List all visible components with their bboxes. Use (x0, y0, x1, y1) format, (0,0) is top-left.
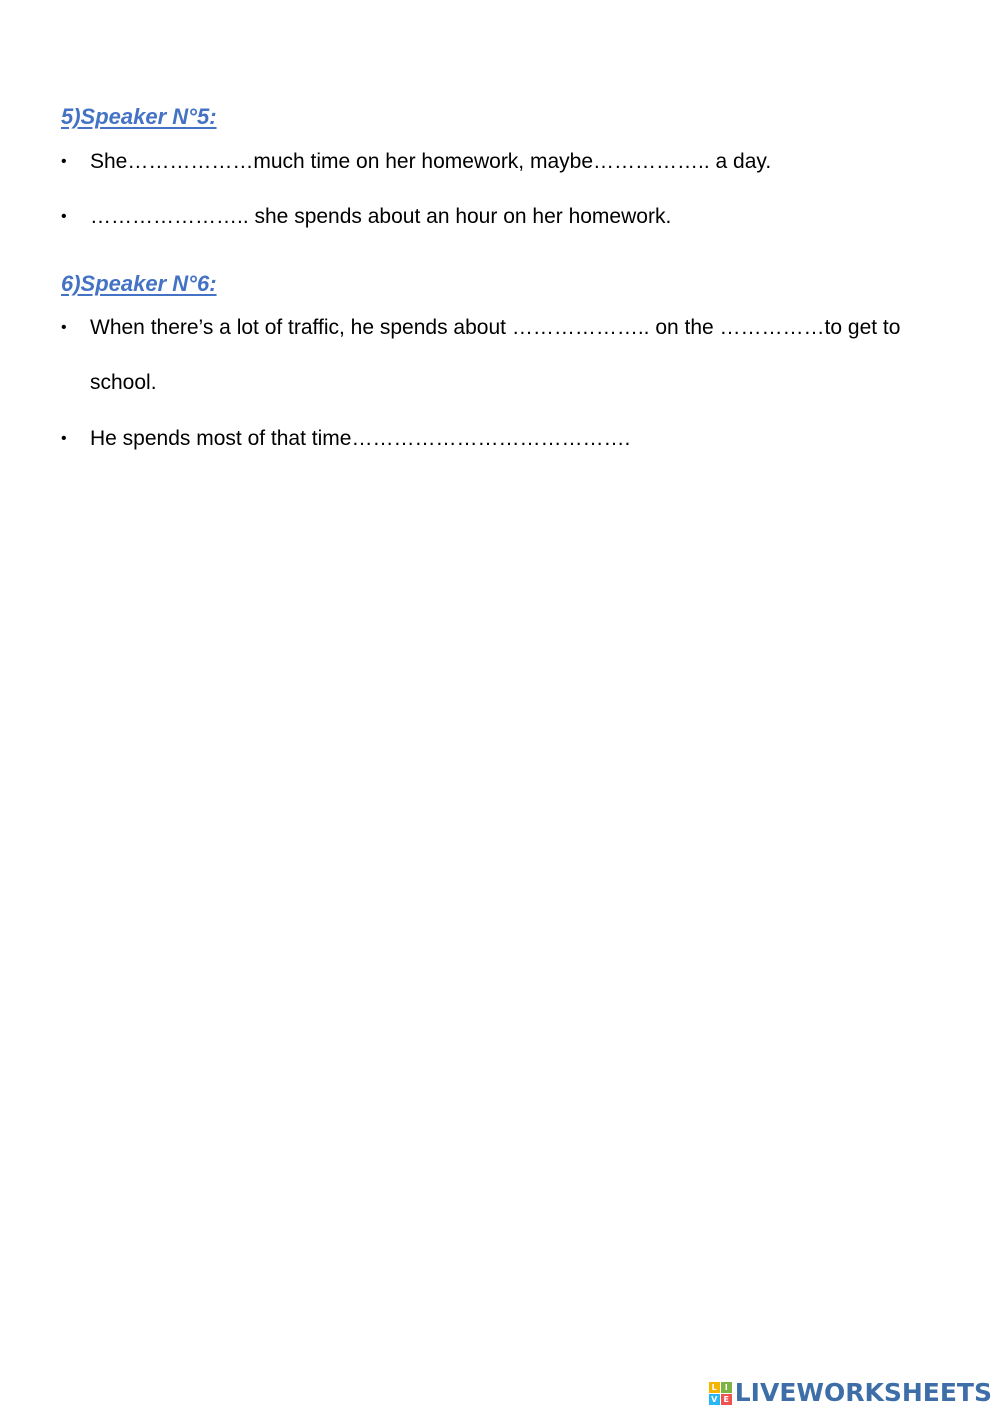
section-heading-speaker-5: 5)Speaker N°5: (61, 104, 217, 129)
list-item (61, 189, 961, 244)
list-item (61, 134, 961, 189)
section-heading-speaker-6: 6)Speaker N°6: (61, 271, 217, 296)
list-item-text: ………………….. she spends about an hour on her homework. (90, 205, 672, 228)
logo-cell: I (721, 1382, 732, 1393)
logo-cell: V (709, 1394, 720, 1405)
list-item-text: She………………much time on her homework, maybe…………….. a day. (90, 150, 772, 173)
bullet-icon: • (61, 153, 67, 170)
list-item-text: When there’s a lot of traffic, he spends about ……………….. on the ……………to get to school. (90, 316, 901, 394)
liveworksheets-logo (709, 1380, 992, 1406)
list-item (61, 411, 961, 466)
logo-wordmark: LIVEWORKSHEETS (734, 1378, 992, 1407)
bullet-icon: • (61, 319, 67, 336)
logo-mark-icon (709, 1382, 732, 1405)
bullet-icon: • (61, 430, 67, 447)
list-item (61, 300, 961, 410)
list-item-text: He spends most of that time…………………………………. (90, 427, 631, 450)
logo-cell: L (709, 1382, 720, 1393)
bullet-icon: • (61, 208, 67, 225)
logo-cell: E (721, 1394, 732, 1405)
